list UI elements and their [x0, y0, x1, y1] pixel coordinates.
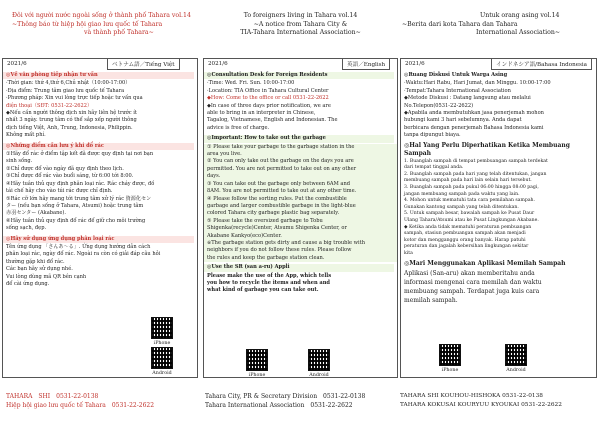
vn-header-line2: ~Thông báo từ hiệp hội giao lưu quốc tế Tahara [12, 20, 163, 28]
text-line: sampah, stasiun pembuangan sampah akan menjadi [404, 231, 526, 237]
text-line: membuang sampah pada hari lain selain hari tersebut. [404, 178, 532, 184]
id-section-consultation: ◎Ruang Diskusi Untuk Warga Asing [401, 72, 593, 79]
id-header-line1: Untuk orang asing vol.14 [480, 12, 560, 19]
text-line: tanpa dipungut biaya. [404, 132, 461, 139]
en-section-garbage: ◎Important: How to take out the garbage [204, 135, 394, 142]
vn-content [6, 71, 194, 288]
id-panel [400, 58, 597, 378]
id-footer-city: TAHARA SHI KOUHOU-HISHOKA 0531-22-0138 [400, 393, 543, 399]
text-line: để cài ứng dụng. [6, 280, 50, 287]
text-line: 8AM. You are not permitted to take out at any other time. [207, 188, 357, 195]
text-line: colored Tahara city garbage plastic bag separately. [207, 210, 340, 217]
text-line: ◆Nếu cần người thông dịch xin hãy liên hệ trước ít [6, 110, 137, 117]
text-line: điện thoại（SĐT: 0531-22-2622） [6, 102, 93, 109]
text-line: garbage and larger combustible garbage in the light-blue [207, 202, 356, 209]
vn-consultation-text [6, 80, 194, 139]
qr-label-android: Android [152, 371, 172, 376]
text-line: 5. Untuk sampah besar, bawalah sampah ke Pusat Daur [404, 211, 535, 217]
en-panel [203, 58, 398, 378]
id-qr-android[interactable] [505, 344, 527, 373]
vn-footer-city: TAHARA SHI 0531-22-0138 [6, 393, 99, 400]
qr-code-icon [151, 317, 173, 339]
en-section-app: ◎Use the SR (san a-ru) Appli [204, 264, 394, 271]
text-line: you how to recycle the items and when and [207, 279, 330, 286]
text-line: jangan membuang sampah pada waktu yang lain. [404, 191, 520, 197]
text-line: kita [404, 250, 413, 256]
en-footer-city: Tahara City, PR & Secretary Division 0531-22-0138 [205, 393, 366, 400]
en-content [207, 71, 394, 295]
text-line: sinh sống. [6, 158, 33, 165]
text-line: ◆ Ketika anda tidak mematuhi peraturan pembuangan [404, 224, 532, 230]
text-line: ③Chỉ được đổ rác vào buổi sáng, từ 6:00 tới 8:00. [6, 173, 134, 180]
text-line: ·Thời gian: thứ 4,thứ 6,Chủ nhật（10:00-17:00） [6, 80, 131, 87]
vn-language-tab: ベトナム語／Tiếng Việt [107, 59, 180, 70]
vn-app-text [6, 244, 194, 288]
text-line: ⑥Hãy tuân thủ quy định đổ rác để giữ cho môi trường [6, 217, 146, 224]
en-language-tab: 英語／English [342, 59, 390, 70]
text-line: kotor dan mengganggu orang banyak. Harap patuhi [404, 237, 526, 243]
id-consultation-text [404, 80, 593, 139]
qr-label-iphone: iPhone [248, 373, 266, 378]
text-line: ②Chỉ được đổ vào ngày đã quy định theo lịch. [6, 165, 124, 172]
qr-code-icon [308, 349, 330, 371]
vn-section-app: ◎Hãy sử dụng ứng dụng phân loại rác [3, 236, 194, 243]
en-issue-date: 2021/6 [208, 61, 228, 67]
text-line: permitted. You are not permitted to take out on any other [207, 165, 357, 172]
text-line: peraturan dan jagalah kebersihan lingkungan sekitar [404, 244, 529, 250]
en-footer-association: Tahara International Association 0531-22-2622 [205, 402, 353, 409]
en-header-line3: TIA-Tahara International Association~ [240, 29, 361, 36]
text-line: ◆How: Come to the office or call 0531-22-2622 [207, 95, 329, 102]
vn-section-consultation: ◎Về văn phòng tiếp nhận tư vấn [3, 72, 194, 79]
text-line: Tên ứng dụng 「さんあ〜る」. Ứng dụng hướng dẫn cách [6, 243, 151, 250]
text-line: ① Please take your garbage to the garbage station in the [207, 143, 355, 150]
text-line: ·Time: Wed. Fri. Sun. 10:00-17:00 [207, 80, 295, 87]
id-garbage-text [404, 159, 593, 258]
text-line: Không mất phí. [6, 132, 46, 139]
text-line: neighbors if you do not follow these rules. Please follow [207, 247, 352, 254]
qr-code-icon [439, 344, 461, 366]
id-section-garbage: ◎Hal Yang Perlu Diperhatikan Ketika Membuang Sampah [401, 142, 593, 158]
text-line: memilah sampah. [404, 296, 458, 304]
id-language-tab: インドネシア語/Bahasa Indonesia [491, 59, 592, 70]
vn-qr-android[interactable] [151, 347, 173, 376]
en-section-consultation: ◎Consultation Desk for Foreign Residents [204, 72, 394, 79]
id-section-app: ◎Mari Menggunakan Aplikasi Memilah Sampah [401, 260, 593, 268]
text-line: Gunakan kantong sampah yang telah ditentukan. [404, 204, 519, 210]
qr-code-icon [151, 347, 173, 369]
id-footer [400, 392, 600, 410]
id-issue-date: 2021/6 [405, 61, 425, 67]
en-header-line1: To foreigners living in Tahara vol.14 [243, 12, 358, 19]
text-line: ◆Metode Diskusi : Datang langsung atau melalui [404, 95, 531, 102]
text-line: Ulang Tahara/Atsumi atau ke Pusat Lingkungan Akabane. [404, 218, 539, 223]
text-line: ③ You can take out the garbage only between 6AM and [207, 180, 350, 187]
id-qr-iphone[interactable] [439, 344, 461, 373]
text-line: dari tempat tinggal anda. [404, 165, 464, 171]
text-line: ·Phương pháp: Xin vui lòng trực tiếp hoặc tư vấn qua [6, 95, 143, 102]
vn-header-line3: và thành phố Tahara~ [84, 29, 154, 36]
vn-footer-association: Hiệp hội giao lưu quốc tế Tahara 0531-22-2622 [6, 402, 155, 409]
text-line: Akabane Kankyo(eco)Center. [207, 232, 282, 239]
text-line: days. [207, 173, 221, 180]
text-line: ⑤Rác cỡ lớn hãy mang tới trung tâm xử lý rác 資源化セン [6, 195, 152, 202]
en-app-text [207, 273, 394, 295]
vn-header-line1: Đôi với người nước ngoài sống ở thành phố Tahara vol.14 [12, 12, 191, 19]
vn-garbage-text [6, 151, 194, 232]
text-line: ·Tempat:Tahara International Association [404, 87, 511, 94]
text-line: ⑤ Please take the oversized garbage to Tobu [207, 217, 323, 224]
qr-code-icon [505, 344, 527, 366]
id-header-line2: ~Berita dari kota Tahara dan Tahara [402, 20, 518, 28]
en-garbage-text [204, 144, 397, 263]
text-line: ·Địa điểm: Trung tâm giao lưu quốc tế Tahara [6, 87, 125, 94]
text-line: able to bring in an interpreter in Chinese, [207, 110, 316, 117]
text-line: Aplikasi (San-aru) akan memberitahu anda [404, 269, 535, 277]
text-line: ④Hãy tuân thủ quy định phân loại rác. Rác cháy được, đồ [6, 180, 155, 187]
text-line: ◆In case of three days prior notification, we are [207, 102, 331, 109]
text-line: what kind of garbage you can take out. [207, 287, 319, 294]
qr-code-icon [246, 349, 268, 371]
text-line: ④ Please follow the sorting rules. Put the combustible [207, 195, 347, 202]
text-line: ·Waktu:Hari Rabu, Hari Jumat, dan Minggu. 10:00-17:00 [404, 80, 551, 87]
qr-label-iphone: iPhone [153, 341, 171, 346]
id-header-line3: International Association~ [476, 29, 561, 36]
text-line: ①Hãy đổ rác ở điểm tập kết đã được quy định tại nơi bạn [6, 151, 154, 158]
vn-footer [6, 392, 206, 410]
text-line: Please make the use of the App, which tells [207, 272, 332, 279]
vn-panel [2, 58, 198, 378]
text-line: 赤羽センター (Akabane). [6, 210, 66, 217]
text-line: Tagalog, Vietnamese, English and Indonesian. The [207, 117, 338, 124]
vn-issue-date: 2021/6 [7, 61, 27, 67]
text-line: advice is free of charge. [207, 124, 270, 131]
id-footer-association: TAHARA KOKUSAI KOURYUU KYOUKAI 0531-22-2622 [400, 402, 562, 408]
text-line: No.Telepon(0531-22-2622) [404, 102, 474, 109]
vietnamese-column [0, 0, 200, 424]
vn-section-garbage: ◎Những điểm cần lưu ý khi đổ rác [3, 143, 194, 150]
text-line: 2. Buanglah sampah pada hari yang telah ditentukan, jangan [404, 171, 547, 177]
text-line: ◆Apabila anda membutuhkan jasa penerjemah mohon [404, 110, 544, 117]
text-line: tái chế hãy cho vào túi rác được chỉ định. [6, 188, 113, 195]
text-line: ·Location: TIA Office in Tahara Cultural Center [207, 87, 329, 94]
id-app-text [404, 269, 593, 305]
text-line: phân loại rác, ngày đổ rác. Ngoài ra còn có giải đáp câu hỏi [6, 251, 161, 258]
id-content [404, 71, 593, 305]
text-line: the rules and keep the garbage station clean. [207, 254, 325, 261]
en-header-line2: ~A notice from Tahara City & [253, 20, 348, 28]
text-line: nhất 3 ngày. trung tâm có thể sắp xếp người thông [6, 117, 137, 124]
text-line: 3. Buanglah sampah pada pukul 06:00 hingga 08:00 pagi, [404, 185, 539, 191]
qr-label-iphone: iPhone [441, 368, 459, 373]
text-line: hubungi kami 3 hari sebelumnya. Anda dapat [404, 117, 522, 124]
en-footer [205, 392, 400, 410]
en-consultation-text [207, 80, 394, 132]
text-line: membuang sampah. Terdapat juga kuis cara [404, 287, 540, 295]
text-line: sống sạch, đẹp. [6, 225, 47, 232]
text-line: ※The garbage station gets dirty and cause a big trouble with [207, 239, 365, 246]
text-line: dịch tiếng Việt, Anh, Trung, Indonesia, Philippin. [6, 124, 133, 131]
text-line: thường gặp khi đổ rác. [6, 258, 65, 265]
text-line: ② You can only take out the garbage on the days you are [207, 158, 354, 165]
indonesian-column [400, 0, 600, 424]
text-line: ター (nếu bạn sống ở Tahara, Atsumi) hoặc trung tâm [6, 202, 144, 209]
english-column [203, 0, 398, 424]
text-line: 1. Buanglah sampah di tempat pembuangan sampah terdekat [404, 158, 548, 164]
vn-qr-iphone[interactable] [151, 317, 173, 346]
en-qr-iphone[interactable] [246, 349, 268, 378]
text-line: Các bạn hãy sử dụng nhé. [6, 266, 73, 273]
text-line: berbicara dengan penerjemah Bahasa Indonesia kami [404, 124, 544, 131]
en-qr-android[interactable] [308, 349, 330, 378]
text-line: 4. Mohon untuk mematuhi tata cara pemilahan sampah. [404, 198, 535, 204]
qr-label-android: Android [309, 373, 329, 378]
text-line: area you live. [207, 151, 242, 158]
text-line: informasi mengenai cara memilah dan waktu [404, 278, 542, 286]
text-line: Shigenka(recycle)Center, Atsumu Shigenka Center, or [207, 225, 347, 232]
qr-label-android: Android [506, 368, 526, 373]
text-line: Vui lòng dùng mã QR bên cạnh [6, 273, 87, 280]
